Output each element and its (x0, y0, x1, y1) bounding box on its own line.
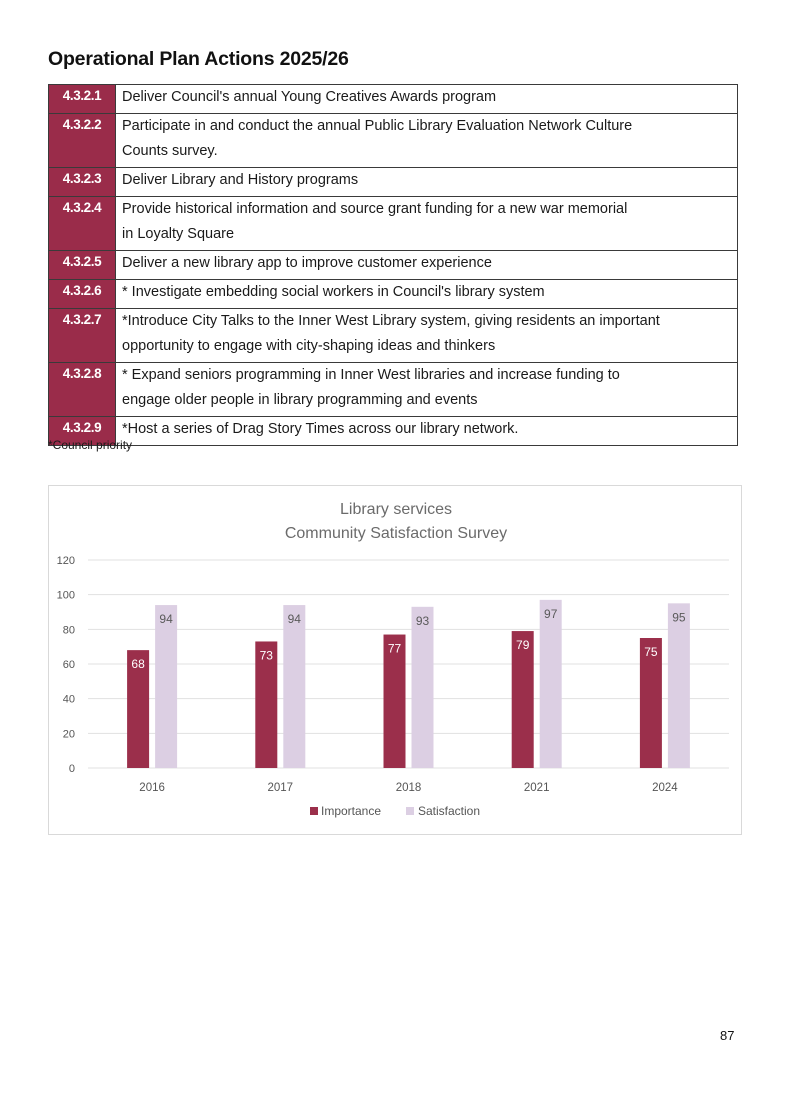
chart-title: Library services (339, 501, 453, 518)
table-row (49, 309, 738, 363)
satisfaction-bar (412, 607, 434, 768)
action-code: 4.3.2.3 (49, 168, 116, 197)
y-tick-label: 20 (62, 728, 75, 741)
action-code: 4.3.2.8 (49, 363, 116, 417)
legend-label-satisfaction: Satisfaction (418, 804, 481, 818)
y-tick-label: 0 (68, 763, 75, 775)
table-row (49, 251, 738, 280)
satisfaction-bar (668, 603, 690, 768)
y-tick-label: 80 (62, 624, 75, 637)
importance-value-label: 75 (644, 645, 658, 659)
satisfaction-bar (540, 600, 562, 768)
action-description-line: Deliver Library and History programs (122, 172, 359, 188)
satisfaction-value-label: 94 (287, 612, 301, 627)
legend-label-importance: Importance (321, 804, 382, 818)
chart-subtitle: Community Satisfaction Survey (284, 525, 508, 542)
action-description (116, 114, 738, 168)
importance-value-label: 73 (259, 648, 273, 663)
satisfaction-value-label: 97 (544, 606, 558, 621)
action-description (116, 417, 738, 446)
y-tick-label: 60 (62, 659, 75, 671)
action-description-line: engage older people in library programming and events (122, 392, 478, 408)
satisfaction-chart (48, 485, 742, 835)
importance-value-label: 77 (387, 641, 402, 656)
action-description (116, 251, 738, 280)
action-code: 4.3.2.7 (49, 309, 116, 363)
page-title: Operational Plan Actions 2025/26 (48, 48, 349, 70)
y-tick-label: 100 (56, 589, 75, 602)
action-description-line: opportunity to engage with city-shaping ideas and thinkers (122, 338, 496, 354)
table-row (49, 197, 738, 251)
action-description-line: *Introduce City Talks to the Inner West Library system, giving residents an important (122, 313, 660, 329)
action-code: 4.3.2.5 (49, 251, 116, 280)
action-code: 4.3.2.4 (49, 197, 116, 251)
council-priority-footnote: *Council priority (48, 438, 133, 452)
y-tick-label: 120 (56, 555, 75, 567)
x-tick-label: 2017 (267, 782, 294, 794)
x-tick-label: 2021 (523, 782, 550, 794)
table-row (49, 280, 738, 309)
importance-value-label: 68 (131, 657, 145, 672)
action-description-line: Counts survey. (122, 143, 218, 159)
y-tick-label: 40 (62, 693, 75, 706)
action-description (116, 309, 738, 363)
action-code: 4.3.2.6 (49, 280, 116, 309)
action-description-line: * Expand seniors programming in Inner West libraries and increase funding to (122, 367, 620, 383)
x-tick-label: 2018 (395, 782, 422, 794)
action-description-line: * Investigate embedding social workers in Council's library system (122, 284, 545, 300)
action-description-line: Provide historical information and source grant funding for a new war memorial (122, 201, 628, 217)
action-description-line: Deliver Council's annual Young Creatives Awards program (122, 89, 497, 105)
action-description-line: Deliver a new library app to improve customer experience (122, 255, 492, 271)
actions-table (48, 84, 738, 446)
page-number: 87 (720, 1028, 735, 1043)
table-row (49, 363, 738, 417)
satisfaction-value-label: 93 (415, 613, 430, 628)
importance-value-label: 79 (516, 638, 530, 653)
satisfaction-value-label: 95 (672, 610, 686, 625)
table-row (49, 114, 738, 168)
action-description-line: Participate in and conduct the annual Public Library Evaluation Network Culture (122, 118, 633, 134)
action-description (116, 85, 738, 114)
action-code: 4.3.2.1 (49, 85, 116, 114)
x-tick-label: 2016 (139, 782, 165, 794)
legend-swatch-importance (310, 807, 318, 815)
action-description (116, 363, 738, 417)
action-code: 4.3.2.9 (49, 417, 116, 446)
table-row (49, 168, 738, 197)
legend-swatch-satisfaction (406, 807, 414, 815)
action-code: 4.3.2.2 (49, 114, 116, 168)
action-description (116, 280, 738, 309)
action-description-line: *Host a series of Drag Story Times across our library network. (122, 421, 519, 437)
action-description (116, 197, 738, 251)
table-row (49, 417, 738, 446)
satisfaction-bar (155, 605, 177, 768)
satisfaction-value-label: 94 (159, 612, 173, 627)
action-description-line: in Loyalty Square (122, 226, 235, 242)
table-row (49, 85, 738, 114)
chart-canvas (49, 486, 743, 836)
x-tick-label: 2024 (652, 782, 678, 794)
action-description (116, 168, 738, 197)
satisfaction-bar (283, 605, 305, 768)
